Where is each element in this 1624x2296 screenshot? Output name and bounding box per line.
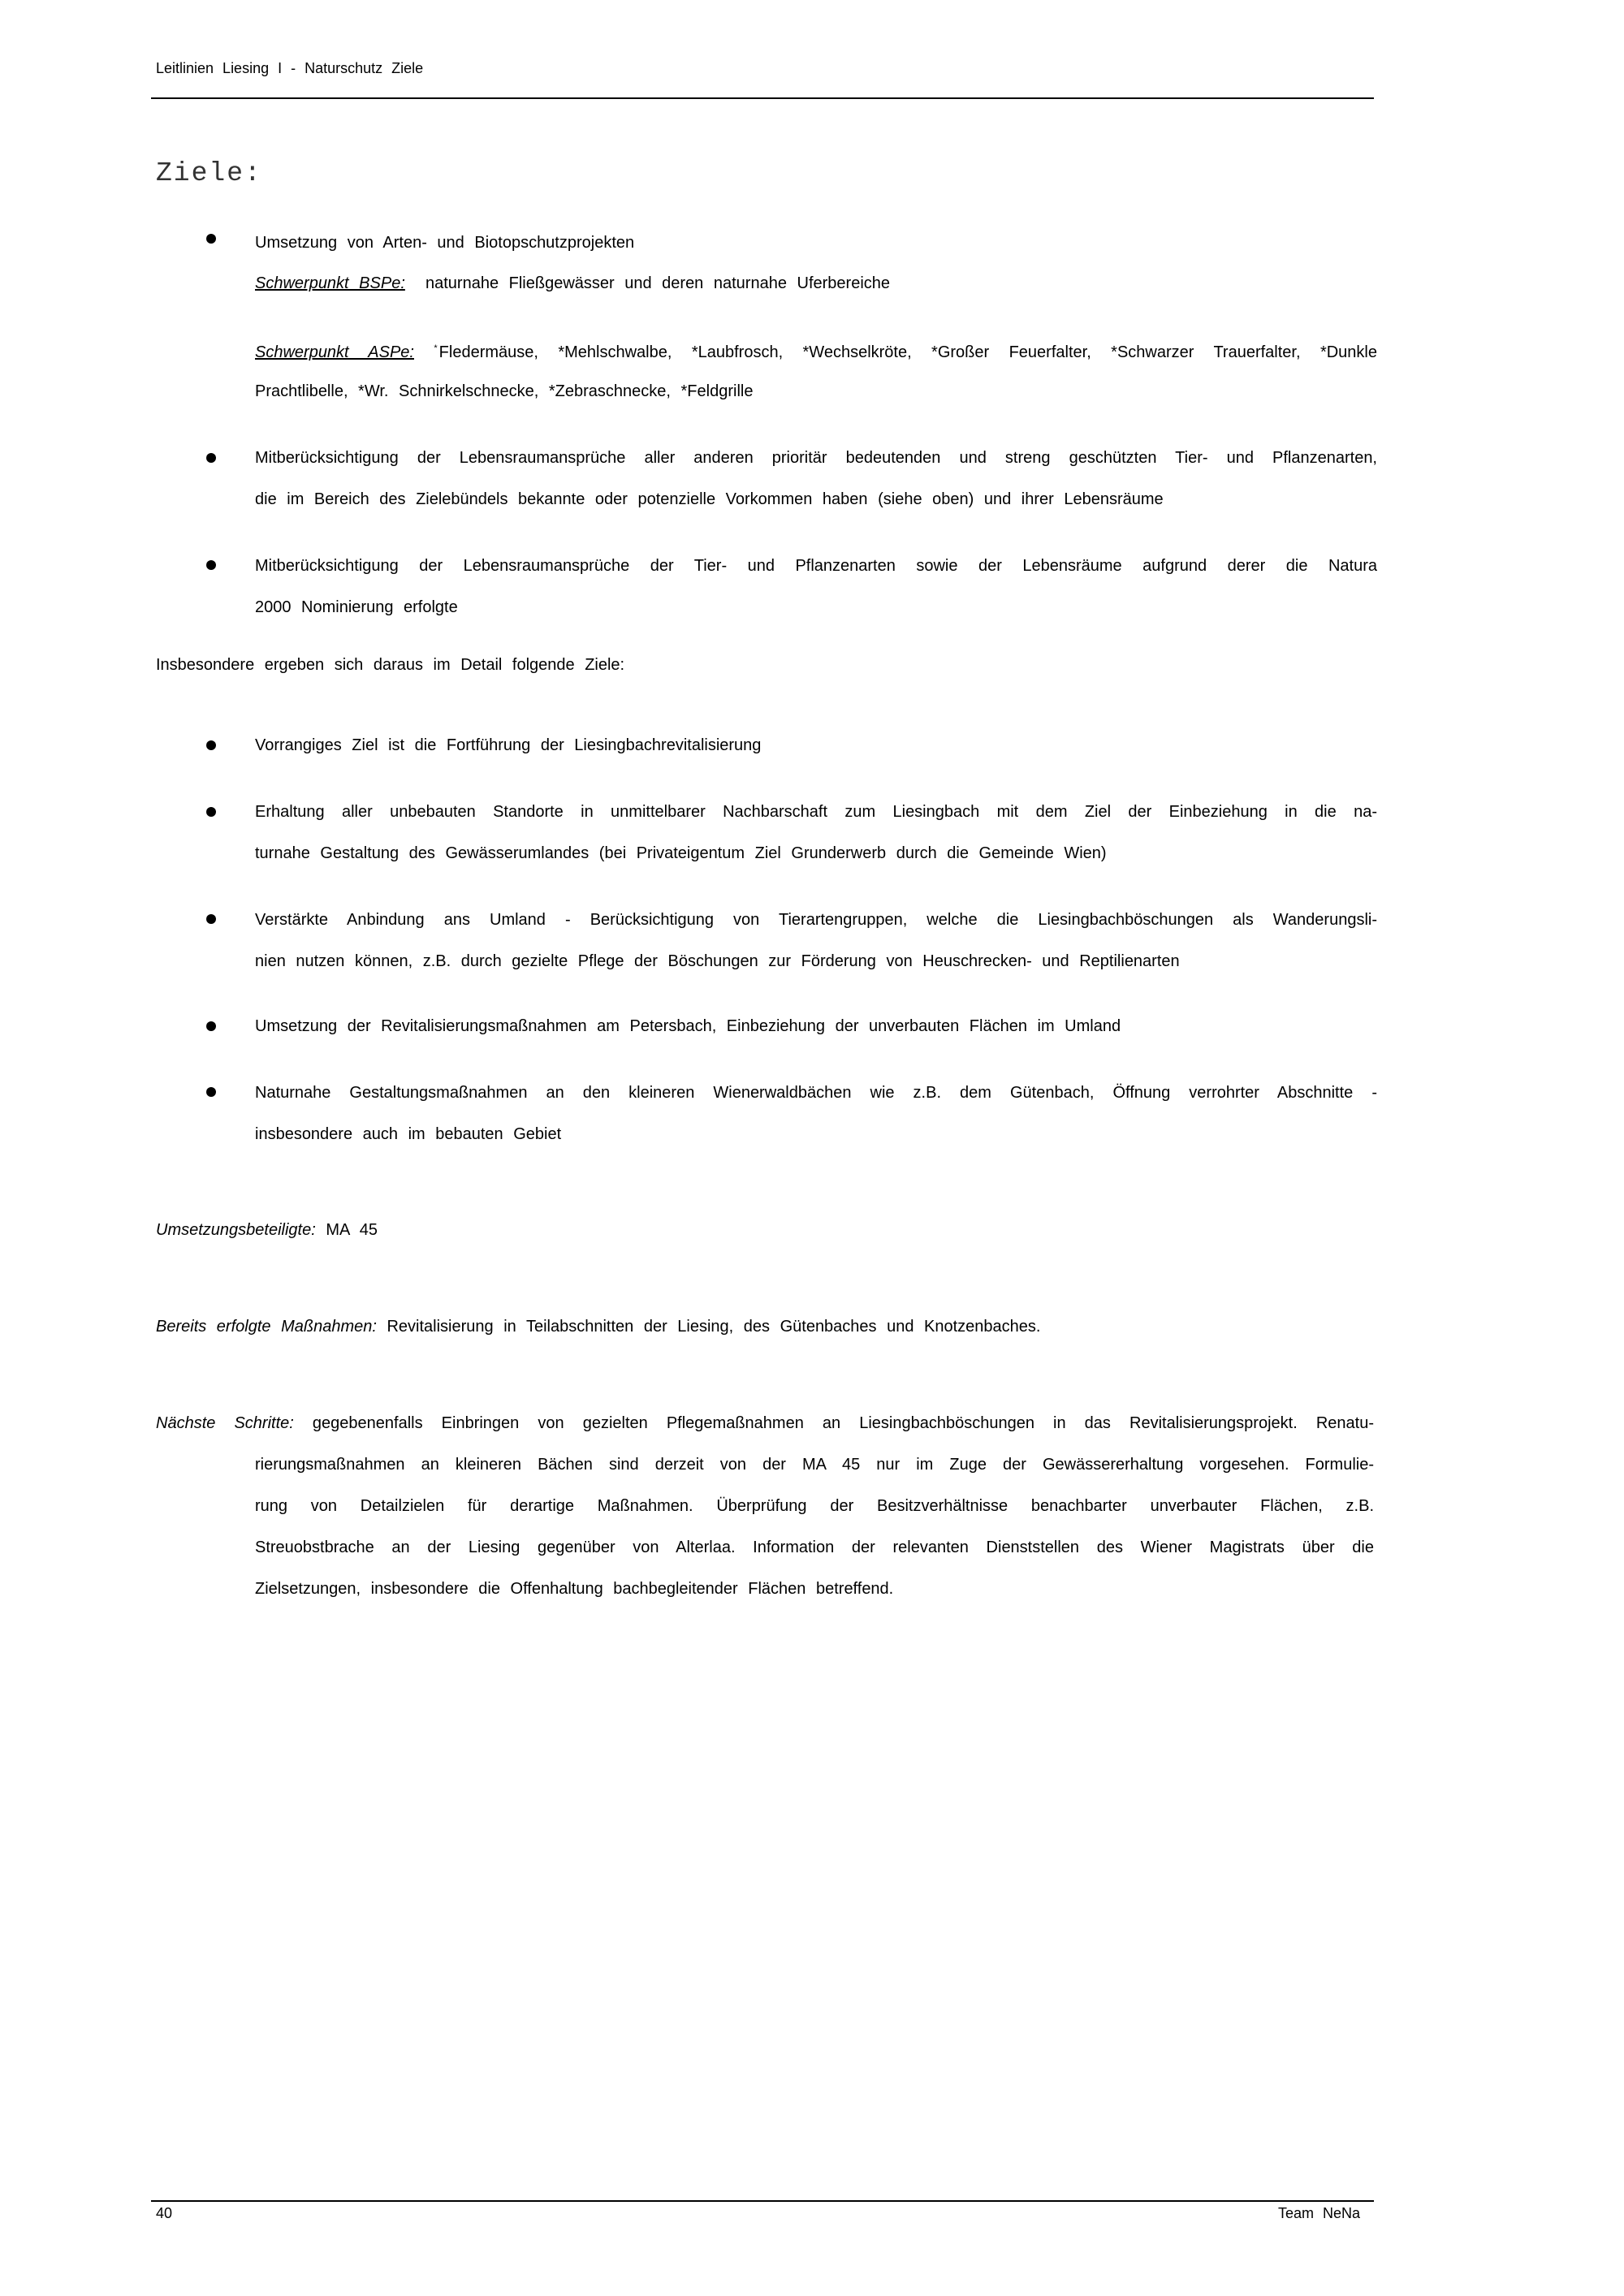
measures xyxy=(156,1306,1040,1348)
bullet-icon xyxy=(206,1021,216,1031)
detail-5-line1: Naturnahe Gestaltungsmaßnahmen an den kleineren Wienerwaldbächen wie z.B. dem Gütenbach, Öffnung verrohrter Abschnitte - xyxy=(255,1084,1377,1102)
detail-2-line1: Erhaltung aller unbebauten Standorte in unmittelbarer Nachbarschaft zum Liesingbach mit dem Ziel der Einbeziehung in die na- xyxy=(255,803,1377,821)
running-header: Leitlinien Liesing I - Naturschutz Ziele xyxy=(156,60,424,76)
measures-label: Bereits erfolgte Maßnahmen: xyxy=(156,1318,377,1336)
page-number: 40 xyxy=(156,2205,173,2221)
next-steps-line2: rierungsmaßnahmen an kleineren Bächen sind derzeit von der MA 45 nur im Zuge der Gewässererhaltung vorgesehen. Formulie- xyxy=(255,1456,1374,1474)
participants xyxy=(156,1210,378,1251)
next-steps-line1 xyxy=(156,1403,1374,1444)
bullet-icon xyxy=(206,234,216,244)
bullet-icon xyxy=(206,914,216,924)
bspe-text: naturnahe Fließgewässer und deren naturnahe Uferbereiche xyxy=(425,274,891,292)
bspe-label: Schwerpunkt BSPe: xyxy=(255,274,405,292)
bullet-icon xyxy=(206,807,216,817)
participants-label: Umsetzungsbeteiligte: xyxy=(156,1221,316,1239)
goal-3-line2: 2000 Nominierung erfolgte xyxy=(255,598,458,616)
bullet-icon xyxy=(206,740,216,750)
next-steps-text-line1: gegebenenfalls Einbringen von gezielten Pflegemaßnahmen an Liesingbachböschungen in das Revitalisierungsprojekt. Renatu- xyxy=(312,1414,1374,1432)
next-steps-line5: Zielsetzungen, insbesondere die Offenhaltung bachbegleitender Flächen betreffend. xyxy=(255,1580,894,1598)
footer-rule xyxy=(151,2200,1374,2202)
goal-1-aspe-line1: Schwerpunkt ASPe: * Fledermäuse, *Mehlschwalbe, *Laubfrosch, *Wechselkröte, *Großer Feuerfalter, *Schwarzer Trauerfalter, *Dunkle xyxy=(255,343,1377,361)
detail-4-line1: Umsetzung der Revitalisierungsmaßnahmen am Petersbach, Einbeziehung der unverbauten Flächen im Umland xyxy=(255,1017,1121,1035)
goal-1-text: Umsetzung von Arten- und Biotopschutzprojekten xyxy=(255,234,635,252)
aspe-label: Schwerpunkt ASPe: xyxy=(255,343,414,361)
goal-1-aspe-line2: Prachtlibelle, *Wr. Schnirkelschnecke, *Zebraschnecke, *Feldgrille xyxy=(255,382,754,400)
goal-2-line1: Mitberücksichtigung der Lebensraumansprüche aller anderen prioritär bedeutenden und streng geschützten Tier- und Pflanzenarten, xyxy=(255,449,1377,467)
measures-value: Revitalisierung in Teilabschnitten der Liesing, des Gütenbaches und Knotzenbaches. xyxy=(387,1318,1041,1336)
section-heading: Ziele: xyxy=(156,158,262,188)
footer-team: Team NeNa xyxy=(1278,2205,1361,2221)
detail-1-line1: Vorrangiges Ziel ist die Fortführung der Liesingbachrevitalisierung xyxy=(255,736,762,754)
participants-value: MA 45 xyxy=(326,1221,378,1239)
detail-intro: Insbesondere ergeben sich daraus im Detail folgende Ziele: xyxy=(156,656,625,674)
detail-2-line2: turnahe Gestaltung des Gewässerumlandes (bei Privateigentum Ziel Grunderwerb durch die Gemeinde Wien) xyxy=(255,844,1107,862)
detail-3-line2: nien nutzen können, z.B. durch gezielte Pflege der Böschungen zur Förderung von Heuschrecken- und Reptilienarten xyxy=(255,952,1180,970)
next-steps-line3: rung von Detailzielen für derartige Maßnahmen. Überprüfung der Besitzverhältnisse benachbarter unverbauter Flächen, z.B. xyxy=(255,1497,1374,1515)
goal-3-line1: Mitberücksichtigung der Lebensraumansprüche der Tier- und Pflanzenarten sowie der Lebensräume aufgrund derer die Natura xyxy=(255,557,1377,575)
goal-1-bspe xyxy=(255,263,890,304)
goal-2-line2: die im Bereich des Zielebündels bekannte oder potenzielle Vorkommen haben (siehe oben) und ihrer Lebensräume xyxy=(255,490,1164,508)
next-steps-label: Nächste Schritte: xyxy=(156,1414,294,1432)
bullet-icon xyxy=(206,1087,216,1097)
bullet-icon xyxy=(206,560,216,570)
aspe-species-line1: Fledermäuse, *Mehlschwalbe, *Laubfrosch, *Wechselkröte, *Großer Feuerfalter, *Schwarzer Trauerfalter, *Dunkle xyxy=(438,343,1377,361)
header-rule xyxy=(151,97,1374,99)
next-steps-line4: Streuobstbrache an der Liesing gegenüber von Alterlaa. Information der relevanten Dienststellen des Wiener Magistrats über die xyxy=(255,1539,1374,1556)
detail-5-line2: insbesondere auch im bebauten Gebiet xyxy=(255,1125,562,1143)
detail-3-line1: Verstärkte Anbindung ans Umland - Berücksichtigung von Tierartengruppen, welche die Liesingbachböschungen als Wanderungsli- xyxy=(255,911,1377,929)
bullet-icon xyxy=(206,453,216,463)
